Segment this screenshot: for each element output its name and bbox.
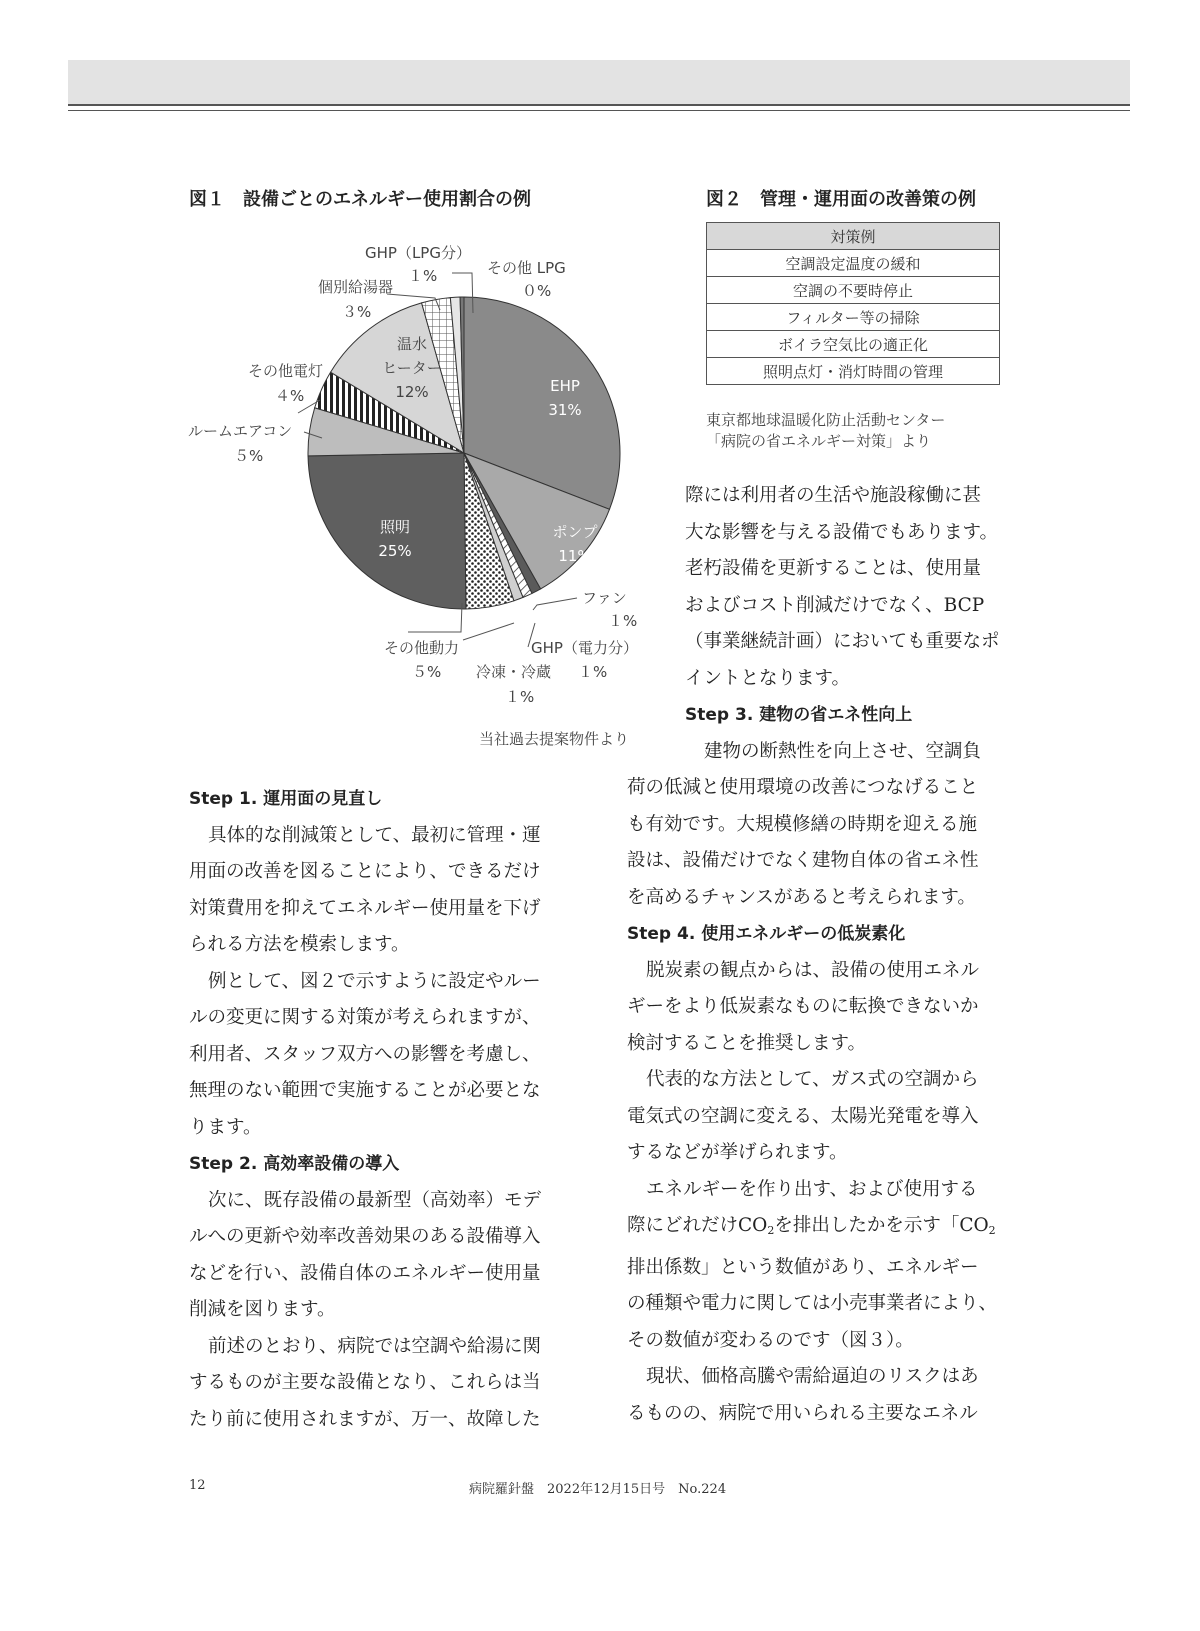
text-line: するなどが挙げられます。 [627, 1142, 848, 1163]
text-line: 代表的な方法として、ガス式の空調から [646, 1069, 979, 1090]
measures-table [706, 222, 1000, 385]
pie-label-boiler: 個別給湯器 [318, 278, 394, 296]
text-line: られる方法を模索します。 [189, 934, 410, 955]
pie-label-aircon: ルームエアコン [188, 422, 293, 440]
figure2-source-line1: 東京都地球温暖化防止活動センター [706, 411, 946, 429]
subscript: 2 [988, 1224, 996, 1237]
figure1-title: 図１ 設備ごとのエネルギー使用割合の例 [189, 189, 531, 210]
right-column-top [685, 478, 1000, 770]
pie-label-heater-2: ヒーター [382, 359, 442, 377]
pie-pct-aircon: ５% [234, 447, 264, 465]
table-row: フィルター等の掃除 [707, 304, 1000, 331]
pie-pct-cold: １% [505, 688, 535, 706]
pie-chart [180, 235, 660, 725]
pie-pct-other-lpg: ０% [522, 282, 552, 300]
pie-label-ghp-lpg: GHP（LPG分） [365, 244, 471, 262]
pie-pct-pump: 11% [558, 547, 592, 565]
text-line: たり前に使用されますが、万一、故障した [189, 1408, 541, 1430]
pie-label-pump: ポンプ [552, 523, 598, 541]
text-line: 現状、価格高騰や需給逼迫のリスクはあ [646, 1366, 979, 1387]
page-number: 12 [189, 1478, 206, 1493]
text-line: 電気式の空調に変える、太陽光発電を導入 [627, 1105, 979, 1127]
left-column [189, 781, 541, 1438]
text-line: ルへの更新や効率改善効果のある設備導入 [189, 1226, 541, 1247]
pie-pct-boiler: ３% [342, 303, 372, 321]
text-line: 次に、既存設備の最新型（高効率）モデ [208, 1189, 542, 1211]
header-rule-thin [68, 110, 1130, 111]
pie-pct-ehp: 31% [548, 401, 582, 419]
text-line: 具体的な削減策として、最初に管理・運 [208, 824, 541, 846]
text-line: するものが主要な設備となり、これらは当 [189, 1372, 541, 1393]
table-row: 照明点灯・消灯時間の管理 [707, 358, 1000, 385]
text-line: 検討することを推奨します。 [627, 1032, 867, 1054]
pie-label-other-lpg: その他 LPG [487, 259, 566, 277]
pie-label-other-light: その他電灯 [248, 362, 324, 380]
text-line: エネルギーを作り出す、および使用する [646, 1178, 978, 1200]
text-line: 大な影響を与える設備でもあります。 [685, 521, 999, 543]
table-header: 対策例 [707, 223, 1000, 250]
pie-label-fan: ファン [582, 589, 627, 607]
figure2-title: 図２ 管理・運用面の改善策の例 [706, 189, 976, 210]
pie-label-cold: 冷凍・冷蔵 [476, 663, 552, 681]
text-line: イントとなります。 [685, 667, 851, 689]
table-row: ボイラ空気比の適正化 [707, 331, 1000, 358]
text-line: るものの、病院で用いられる主要なエネル [627, 1402, 978, 1424]
pie-label-other-power: その他動力 [384, 639, 460, 657]
pie-pct-heater: 12% [395, 383, 429, 401]
text-line: 例として、図２で示すように設定やルー [208, 970, 541, 992]
header-band [68, 60, 1130, 104]
pie-pct-ghp-e: １% [578, 663, 608, 681]
pie-pct-other-power: ５% [412, 663, 442, 681]
pie-pct-fan: １% [608, 612, 638, 630]
text-line-co2 [627, 1208, 997, 1250]
pie-label-ehp: EHP [550, 377, 580, 395]
text-line: の種類や電力に関しては小売事業者により、 [627, 1293, 998, 1314]
text-line: ルの変更に関する対策が考えられますが、 [189, 1007, 541, 1028]
pie-pct-ghp-lpg: １% [408, 267, 438, 285]
text-line: 用面の改善を図ることにより、できるだけ [189, 861, 541, 882]
figure2-source-line2: 「病院の省エネルギー対策」より [706, 432, 932, 450]
text-line: 削減を図ります。 [189, 1299, 336, 1320]
text-span: を排出したかを示す「CO [774, 1215, 989, 1236]
text-line: ギーをより低炭素なものに転換できないか [627, 996, 979, 1017]
text-line: 前述のとおり、病院では空調や給湯に関 [208, 1335, 542, 1357]
section-heading: Step 1. 運用面の見直し [189, 789, 383, 809]
pie-label-ghp-e: GHP（電力分） [531, 639, 638, 657]
table-row: 空調設定温度の緩和 [707, 250, 1000, 277]
table-row: 空調の不要時停止 [707, 277, 1000, 304]
header-rule [68, 104, 1130, 106]
text-line: 利用者、スタッフ双方への影響を考慮し、 [189, 1043, 541, 1065]
text-line: を高めるチャンスがあると考えられます。 [627, 886, 976, 908]
figure1-source: 当社過去提案物件より [479, 730, 630, 748]
section-heading: Step 2. 高効率設備の導入 [189, 1154, 400, 1174]
right-column [627, 770, 997, 1432]
text-line: 排出係数」という数値があり、エネルギー [627, 1256, 979, 1278]
text-line: 老朽設備を更新することは、使用量 [685, 558, 982, 579]
pie-pct-light: 25% [378, 542, 412, 560]
text-line: 無理のない範囲で実施することが必要とな [189, 1080, 541, 1101]
subscript: 2 [767, 1224, 775, 1237]
text-line: （事業継続計画）においても重要なポ [685, 631, 1000, 652]
text-line: も有効です。大規模修繕の時期を迎える施 [627, 813, 978, 835]
text-line: 設は、設備だけでなく建物自体の省エネ性 [627, 850, 979, 871]
pie-label-light: 照明 [379, 518, 411, 536]
text-line: 脱炭素の観点からは、設備の使用エネル [646, 959, 980, 981]
text-line: およびコスト削減だけでなく、BCP [685, 594, 985, 616]
text-line: ります。 [189, 1116, 262, 1138]
text-line: 荷の低減と使用環境の改善につなげること [627, 777, 979, 798]
section-heading: Step 4. 使用エネルギーの低炭素化 [627, 924, 906, 944]
text-line: などを行い、設備自体のエネルギー使用量 [189, 1262, 541, 1284]
text-span: 際にどれだけCO [627, 1215, 768, 1236]
text-line: 対策費用を抑えてエネルギー使用量を下げ [189, 897, 541, 919]
text-line: その数値が変わるのです（図３）。 [627, 1329, 914, 1351]
text-line: 建物の断熱性を向上させ、空調負 [704, 740, 981, 762]
figure2-source [706, 410, 945, 452]
pie-label-heater-1: 温水 [396, 335, 428, 353]
pie-pct-other-light: ４% [275, 387, 305, 405]
text-line: 際には利用者の生活や施設稼働に甚 [685, 485, 982, 506]
section-heading: Step 3. 建物の省エネ性向上 [685, 705, 913, 725]
publication-info: 病院羅針盤 2022年12月15日号 No.224 [469, 1482, 727, 1497]
